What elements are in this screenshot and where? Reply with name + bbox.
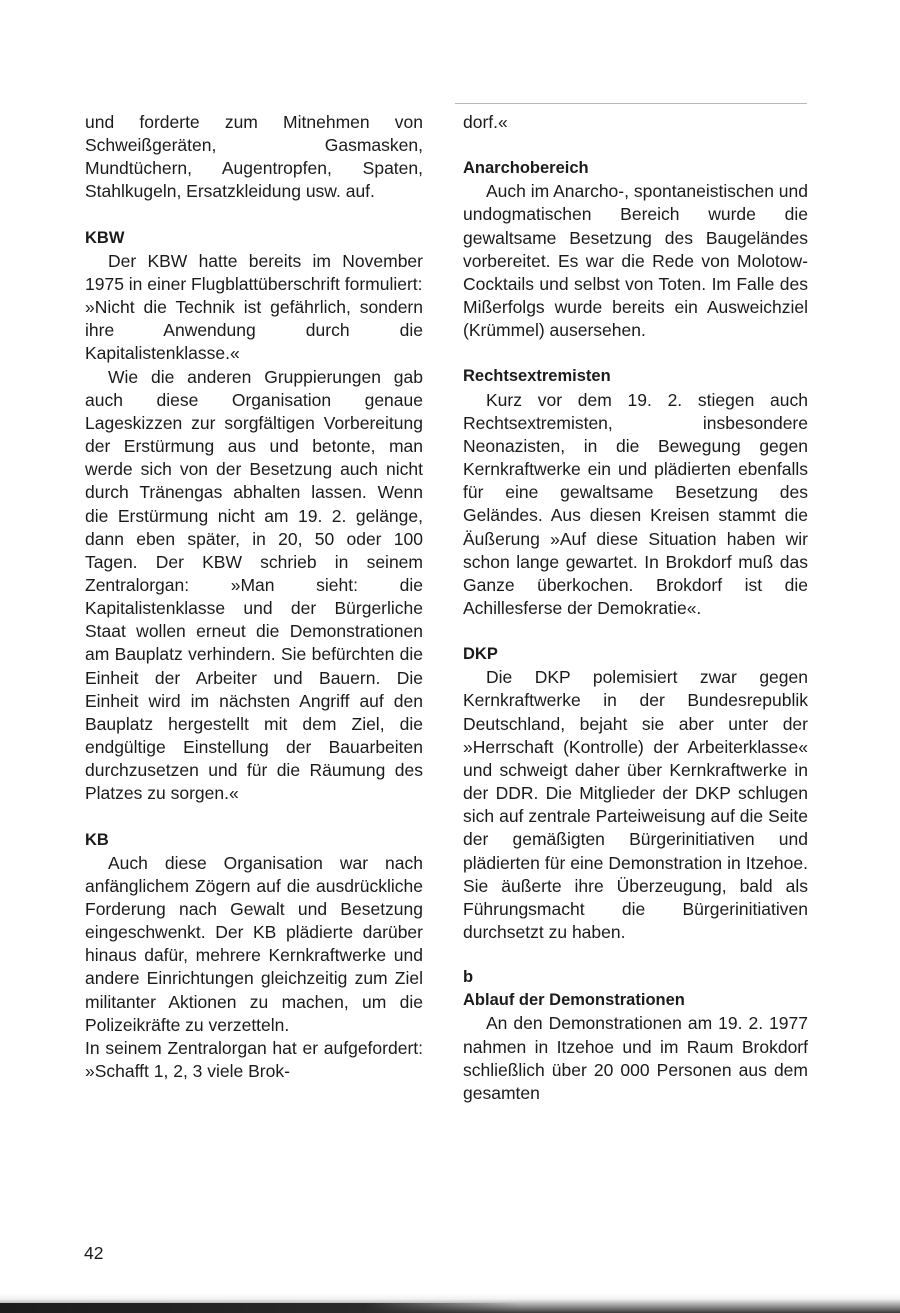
right-column bbox=[463, 111, 808, 1105]
left-column bbox=[85, 111, 423, 1083]
heading-anarchobereich: Anarchobereich bbox=[463, 159, 589, 178]
heading-kbw: KBW bbox=[85, 228, 125, 247]
heading-kb: KB bbox=[85, 830, 109, 849]
paragraph-kbw-quote: »Nicht die Technik ist gefährlich, sondern ihre Anwendung durch die Kapitalistenklasse.« bbox=[85, 297, 423, 364]
section-letter: b bbox=[463, 968, 474, 987]
paragraph-kbw-1: Der KBW hatte bereits im November 1975 in einer Flugblattüberschrift formuliert: bbox=[85, 250, 423, 294]
paragraph-intro: und forderte zum Mitnehmen von Schweißgeräten, Gasmasken, Mundtüchern, Augentropfen, Spaten, Stahlkugeln, Ersatzkleidung usw. auf. bbox=[85, 112, 423, 202]
paragraph-dkp: Die DKP polemisiert zwar gegen Kernkraftwerke in der Bundesrepublik Deutschland, bejaht sie aber unter der »Herrschaft (Kontrolle) der Arbeiterklasse« und schweigt daher über Kernkraftwerke in der DDR. Die Mitglieder der DKP schlugen sich auf zentrale Parteiweisung auf die Seite der gemäßigten Bürgerinitiativen und plädierten für eine Demonstration in Itzehoe. Sie äußerte ihre Überzeugung, bald als Führungsmacht die Bürgerinitiativen durchsetzt zu haben. bbox=[463, 667, 808, 942]
paragraph-kb-1: Auch diese Organisation war nach anfänglichem Zögern auf die ausdrückliche Forderung nach Gewalt und Besetzung eingeschwenkt. Der KB plädierte darüber hinaus dafür, mehrere Kernkraftwerke und andere Einrichtungen gleichzeitig zum Ziel militanter Aktionen zu machen, um die Polizeikräfte zu verzetteln. bbox=[85, 852, 423, 1035]
top-divider bbox=[455, 103, 807, 104]
page-number: 42 bbox=[84, 1243, 104, 1263]
paragraph-anarcho: Auch im Anarcho-, spontaneistischen und undogmatischen Bereich wurde die gewaltsame Besetzung des Baugeländes vorbereitet. Es war die Rede von Molotow-Cocktails und selbst von Toten. Im Falle des Mißerfolgs wurde bereits ein Ausweichziel (Krümmel) ausersehen. bbox=[463, 181, 808, 341]
paragraph-rechtsextremisten: Kurz vor dem 19. 2. stiegen auch Rechtsextremisten, insbesondere Neonazisten, in die Bewegung gegen Kernkraftwerke ein und plädierten ebenfalls für eine gewaltsame Besetzung des Geländes. Aus diesen Kreisen stammt die Äußerung »Auf diese Situation haben wir schon lange gewartet. In Brokdorf muß das Ganze überkochen. Brokdorf ist die Achillesferse der Demokratie«. bbox=[463, 389, 808, 618]
paragraph-ablauf: An den Demonstrationen am 19. 2. 1977 nahmen in Itzehoe und im Raum Brokdorf schließlich über 20 000 Personen aus dem gesamten bbox=[463, 1013, 808, 1103]
paragraph-kbw-2: Wie die anderen Gruppierungen gab auch diese Organisation genaue Lageskizzen zur sorgfältigen Vorbereitung der Erstürmung aus und betonte, man werde sich von der Besetzung auch nicht durch Tränengas abhalten lassen. Wenn die Erstürmung nicht am 19. 2. gelänge, dann eben später, in 20, 50 oder 100 Tagen. Der KBW schrieb in seinem Zentralorgan: »Man sieht: die Kapitalistenklasse und der Bürgerliche Staat wollen erneut die Demonstrationen am Bauplatz verhindern. Sie befürchten die Einheit der Arbeiter und Bauern. Die Einheit wird im nächsten Angriff auf den Bauplatz hergestellt mit dem Ziel, die endgültige Einstellung der Bauarbeiten durchzusetzen und für die Räumung des Platzes zu sorgen.« bbox=[85, 366, 423, 804]
scan-edge-dark bbox=[0, 1303, 520, 1313]
paragraph-continuation: dorf.« bbox=[463, 112, 508, 132]
heading-rechtsextremisten: Rechtsextremisten bbox=[463, 367, 611, 386]
paragraph-kb-2: In seinem Zentralorgan hat er aufgefordert: »Schafft 1, 2, 3 viele Brok- bbox=[85, 1037, 423, 1082]
heading-ablauf: Ablauf der Demonstrationen bbox=[463, 991, 685, 1010]
heading-dkp: DKP bbox=[463, 645, 498, 664]
